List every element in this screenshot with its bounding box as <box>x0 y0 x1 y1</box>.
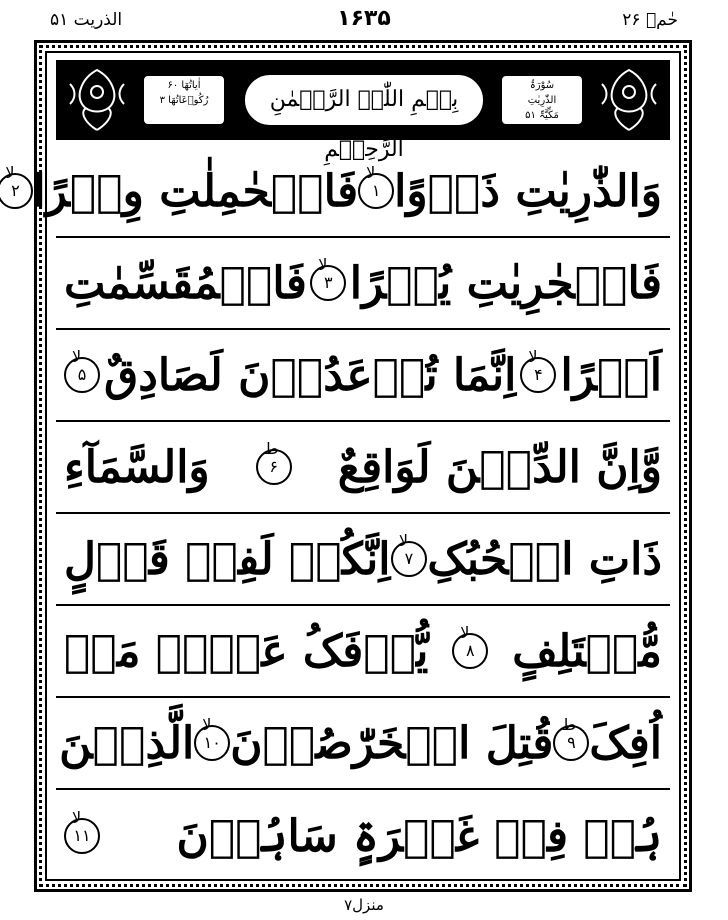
verse-line <box>56 514 670 606</box>
verse-text: الَّذِیۡنَ <box>59 717 195 769</box>
verse-text: فَالۡجٰرِیٰتِ یُسۡرًا <box>349 257 662 309</box>
verse-text: ذَاتِ الۡحُبُکِ <box>427 533 662 585</box>
verse-text: اِنَّکُمۡ لَفِیۡ قَوۡلٍ <box>64 533 391 585</box>
ayah-marker: ۱۰ لا <box>194 725 230 761</box>
ayah-marker: ۴ لا <box>520 357 556 393</box>
floral-ornament-icon <box>594 64 664 136</box>
pause-sign: لا <box>528 347 538 366</box>
ayah-marker: ۲ لا <box>0 173 33 209</box>
surah-stats-box <box>142 74 226 126</box>
running-header <box>30 6 698 36</box>
verse-text: مُّخۡتَلِفٍ <box>512 625 662 677</box>
ruku-count: رُکُوۡعَاتُھَا ۳ <box>159 95 209 106</box>
ayah-marker: ۱۱ لا <box>64 818 100 854</box>
ayah-marker: ۵ لا <box>64 357 100 393</box>
ayah-marker: ۹ ط <box>553 725 589 761</box>
pause-sign: ط <box>561 715 577 734</box>
verse-line <box>56 422 670 514</box>
surah-name-box <box>500 74 584 126</box>
verse-text: یُّؤۡفَکُ عَنۡہُ مَنۡ <box>64 625 429 677</box>
verse-text: اُفِکَ <box>589 717 662 769</box>
verse-line <box>5 146 670 238</box>
pause-sign: لا <box>318 255 328 274</box>
verse-text: فَالۡحٰمِلٰتِ وِقۡرًا <box>33 165 359 217</box>
pause-sign: ط <box>263 439 279 458</box>
surah-origin: مَکِّیَّۃٌ ۵۱ <box>525 110 559 121</box>
surah-label: سُوْرَۃُ <box>529 80 555 91</box>
verse-line <box>56 606 670 698</box>
floral-ornament-icon <box>62 64 132 136</box>
verse-line <box>56 238 670 330</box>
pause-sign: لا <box>460 623 470 642</box>
ayah-marker: ۱ لا <box>358 173 394 209</box>
verse-text: فَالۡمُقَسِّمٰتِ <box>64 257 307 309</box>
surah-name: الذّٰرِیٰتِ <box>527 95 557 106</box>
bismillah: بِسۡمِ اللّٰہِ الرَّحۡمٰنِ الرَّحِیۡمِ <box>242 72 486 128</box>
verse-text: ہُمۡ فِیۡ غَمۡرَۃٍ سَاہُوۡنَ <box>176 810 662 862</box>
verse-line <box>56 790 670 882</box>
verse-text: وَّاِنَّ الدِّیۡنَ لَوَاقِعٌ <box>337 441 662 493</box>
verse-text: قُتِلَ الۡخَرّٰصُوۡنَ <box>230 717 554 769</box>
pause-sign: لا <box>5 163 15 182</box>
surah-running-title: الذریت ۵۱ <box>50 10 123 30</box>
verse-lines <box>5 146 670 882</box>
verse-line <box>56 330 670 422</box>
ayah-marker: ۷ لا <box>391 541 427 577</box>
verse-line <box>56 698 670 790</box>
verse-text: وَالسَّمَآءِ <box>64 441 210 493</box>
pause-sign: لا <box>72 808 82 827</box>
surah-header-band <box>56 60 670 162</box>
verse-text: اِنَّمَا تُوۡعَدُوۡنَ لَصَادِقٌ <box>104 349 517 401</box>
juz-running-title: حٰمۤ ۲۶ <box>622 10 678 30</box>
manzil-footer: منزل۷ <box>344 896 384 914</box>
pause-sign: لا <box>202 715 212 734</box>
pause-sign: لا <box>398 531 409 550</box>
ayah-marker: ۶ ط <box>256 449 292 485</box>
ayah-marker: ۸ لا <box>452 633 488 669</box>
ayah-marker: ۳ لا <box>310 265 346 301</box>
verse-text: اَمۡرًا <box>560 349 662 401</box>
verse-text: وَالذّٰرِیٰتِ ذَرۡوًا <box>394 165 662 217</box>
pause-sign: لا <box>72 347 82 366</box>
pause-sign: لا <box>366 163 376 182</box>
page-number: ۱۶۳۵ <box>337 6 391 31</box>
verse-count: اٰیاتُھَا ۶۰ <box>167 80 201 91</box>
